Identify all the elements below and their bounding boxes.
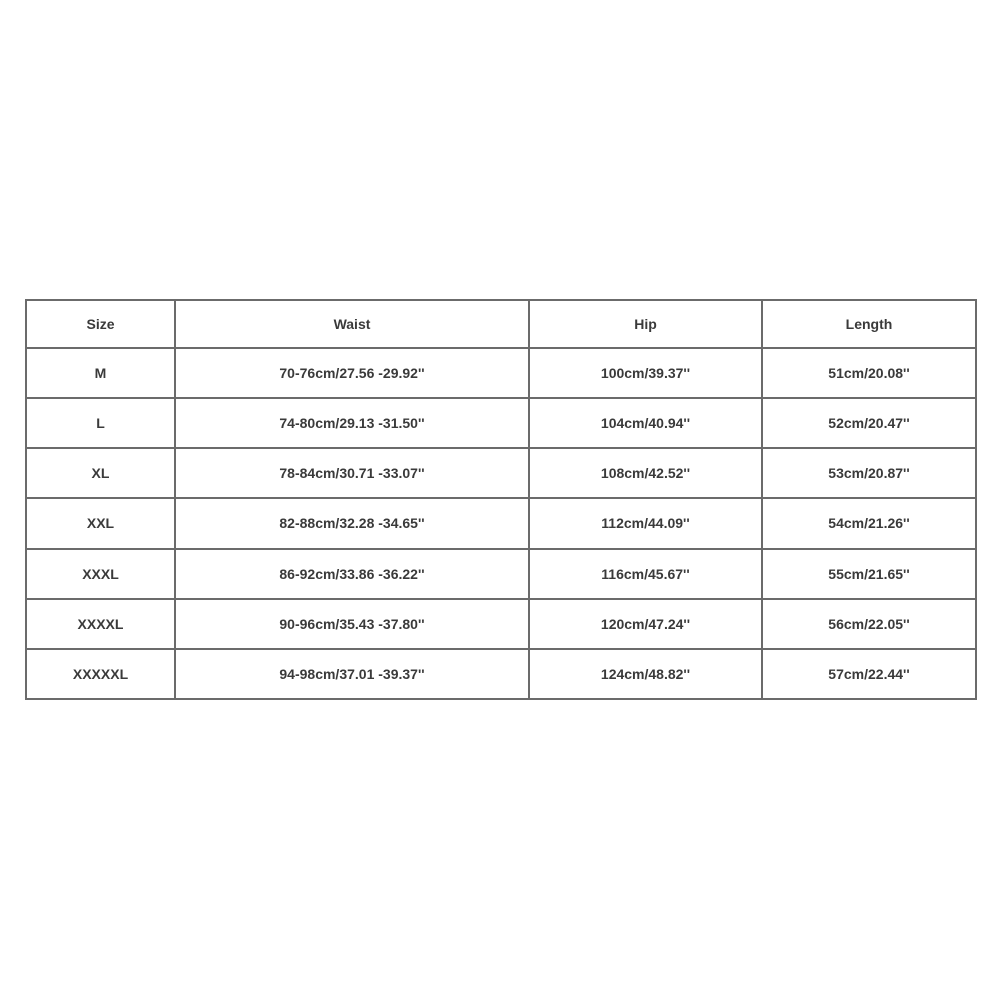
table-row xyxy=(26,398,976,448)
cell-length: 52cm/20.47'' xyxy=(762,398,976,448)
cell-waist: 74-80cm/29.13 -31.50'' xyxy=(175,398,529,448)
header-row xyxy=(26,300,976,348)
cell-waist: 86-92cm/33.86 -36.22'' xyxy=(175,549,529,599)
cell-size: L xyxy=(26,398,175,448)
cell-hip: 112cm/44.09'' xyxy=(529,498,762,548)
cell-waist: 90-96cm/35.43 -37.80'' xyxy=(175,599,529,649)
cell-length: 57cm/22.44'' xyxy=(762,649,976,699)
table-row xyxy=(26,649,976,699)
table-row xyxy=(26,498,976,548)
cell-hip: 104cm/40.94'' xyxy=(529,398,762,448)
cell-length: 56cm/22.05'' xyxy=(762,599,976,649)
cell-waist: 70-76cm/27.56 -29.92'' xyxy=(175,348,529,398)
cell-size: XXXXXL xyxy=(26,649,175,699)
cell-hip: 100cm/39.37'' xyxy=(529,348,762,398)
table-row xyxy=(26,549,976,599)
cell-length: 51cm/20.08'' xyxy=(762,348,976,398)
cell-hip: 116cm/45.67'' xyxy=(529,549,762,599)
cell-size: XL xyxy=(26,448,175,498)
table-row xyxy=(26,348,976,398)
cell-waist: 94-98cm/37.01 -39.37'' xyxy=(175,649,529,699)
cell-hip: 120cm/47.24'' xyxy=(529,599,762,649)
table-row xyxy=(26,448,976,498)
cell-size: XXL xyxy=(26,498,175,548)
header-waist: Waist xyxy=(175,300,529,348)
cell-waist: 82-88cm/32.28 -34.65'' xyxy=(175,498,529,548)
header-length: Length xyxy=(762,300,976,348)
header-hip: Hip xyxy=(529,300,762,348)
header-size: Size xyxy=(26,300,175,348)
cell-length: 55cm/21.65'' xyxy=(762,549,976,599)
cell-hip: 108cm/42.52'' xyxy=(529,448,762,498)
size-chart-table xyxy=(25,299,977,700)
cell-length: 54cm/21.26'' xyxy=(762,498,976,548)
cell-size: XXXL xyxy=(26,549,175,599)
cell-size: M xyxy=(26,348,175,398)
table-row xyxy=(26,599,976,649)
cell-length: 53cm/20.87'' xyxy=(762,448,976,498)
cell-size: XXXXL xyxy=(26,599,175,649)
cell-hip: 124cm/48.82'' xyxy=(529,649,762,699)
cell-waist: 78-84cm/30.71 -33.07'' xyxy=(175,448,529,498)
